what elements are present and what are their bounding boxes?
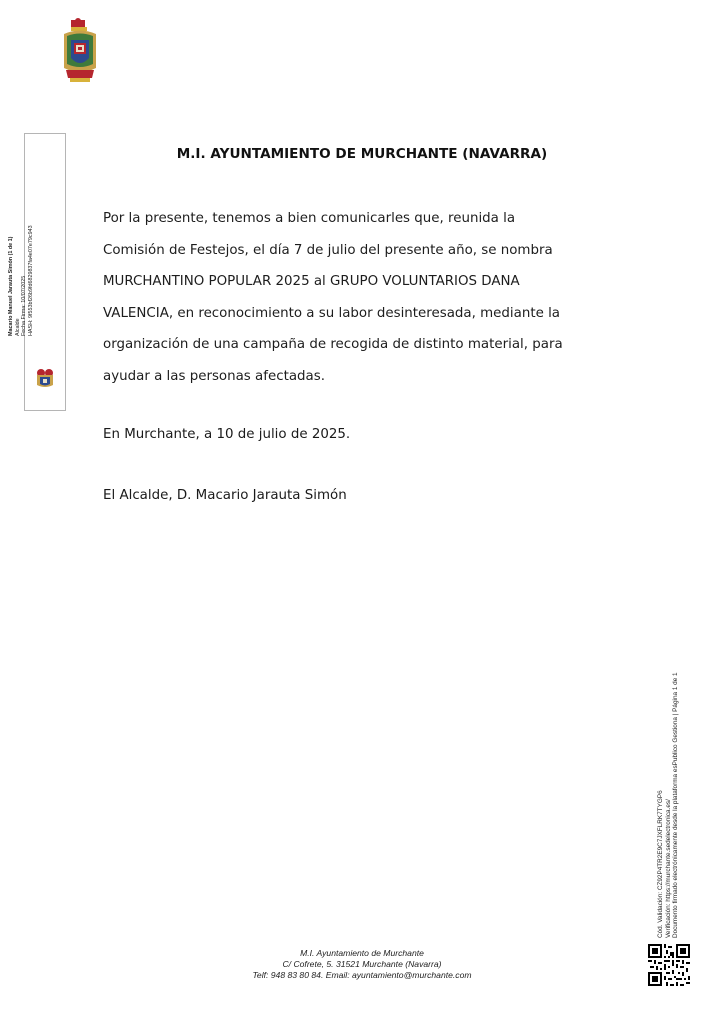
body-line: organización de una campaña de recogida de distinto material, para	[103, 337, 563, 352]
verification-url: Verificación: https://murchante.sedelectronica.es/	[664, 799, 672, 938]
body-line: Comisión de Festejos, el día 7 de julio del presente año, se nombra	[103, 242, 553, 258]
coat-of-arms-icon	[62, 18, 98, 84]
signature-date: Fecha Firma: 10/07/2025	[21, 275, 28, 336]
signed-notice: Documento firmado electrónicamente desde la plataforma esPublico Gestiona | Página 1 de 1	[672, 672, 680, 938]
signer-role: Alcalde	[14, 318, 21, 336]
body-line: ayudar a las personas afectadas.	[103, 368, 325, 384]
signature-stamp-text	[8, 76, 34, 336]
document-body	[103, 203, 633, 392]
document-title: M.I. AYUNTAMIENTO DE MURCHANTE (NAVARRA)	[176, 146, 548, 162]
verification-text	[657, 628, 680, 938]
qr-code-icon	[648, 944, 690, 986]
signature-crest-icon	[35, 367, 55, 389]
footer	[0, 948, 724, 981]
body-line: Por la presente, tenemos a bien comunicarles que, reunida la	[103, 211, 516, 226]
footer-contact: Telf: 948 83 80 84. Email: ayuntamiento@murchante.com	[252, 970, 472, 980]
signer-name: Macario Manuel Jarauta Simón (1 de 1)	[8, 236, 14, 336]
signer-line: El Alcalde, D. Macario Jarauta Simón	[103, 488, 347, 503]
place-date: En Murchante, a 10 de julio de 2025.	[103, 427, 351, 442]
signature-hash: HASH: 9f553bf26b9fd6829837fa4e07e79c943	[27, 225, 34, 336]
footer-address: C/ Cofrete, 5. 31521 Murchante (Navarra)	[282, 959, 442, 969]
body-line: VALENCIA, en reconocimiento a su labor desinteresada, mediante la	[103, 305, 561, 321]
footer-institution: M.I. Ayuntamiento de Murchante	[300, 948, 424, 958]
body-line: MURCHANTINO POPULAR 2025 al GRUPO VOLUNTARIOS DANA	[103, 274, 520, 289]
validation-code: Cód. Validación: CZ92P4TR2E9C7JXFLRK7TYGP6	[657, 790, 664, 938]
